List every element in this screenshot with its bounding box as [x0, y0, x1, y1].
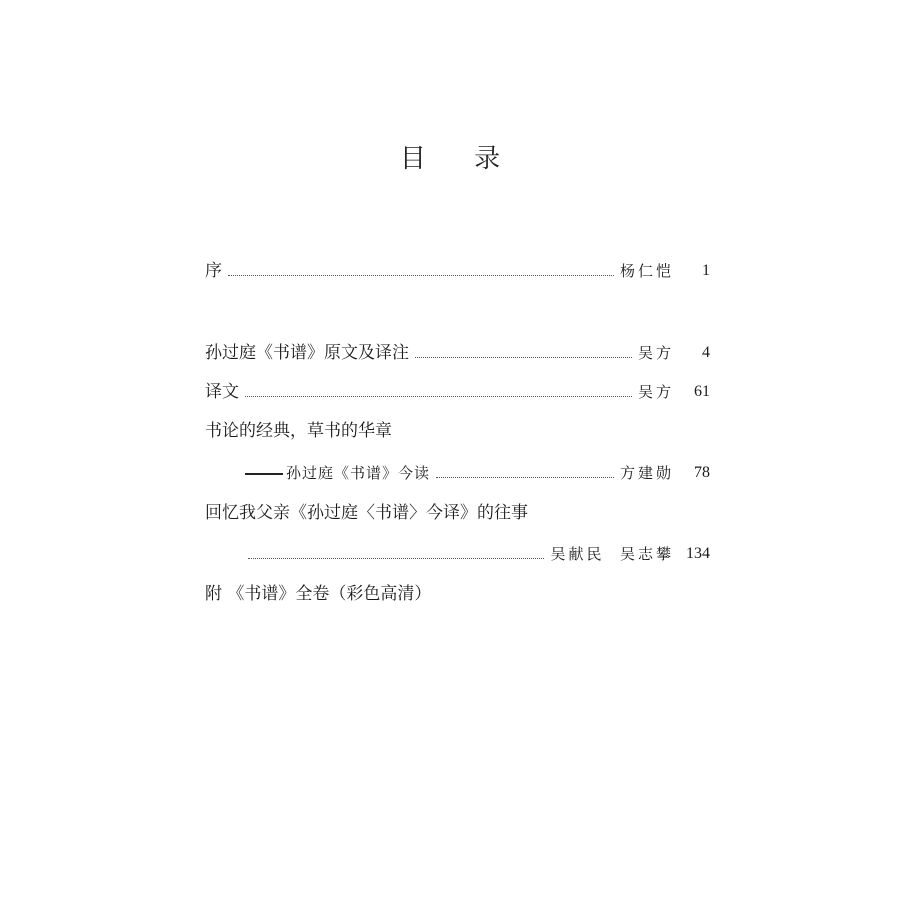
toc-entry-author: 吴方: [637, 383, 674, 401]
dot-leader: [245, 396, 632, 397]
toc-entry-subtitle-text: 孙过庭《书谱》今读: [286, 464, 431, 482]
toc-entry-page: 4: [702, 344, 710, 361]
toc-entry-page: 61: [694, 383, 710, 400]
page-title: 目 录: [399, 144, 521, 174]
toc-entry-title[interactable]: 附 《书谱》全卷（彩色高清）: [205, 584, 432, 604]
toc-entry-author: 方建勋: [619, 464, 674, 482]
dot-leader: [415, 357, 632, 358]
toc-entry-title: 译文: [205, 382, 239, 402]
toc-entry-page: 134: [686, 545, 710, 562]
toc-entry-title: 序: [205, 261, 222, 281]
toc-entry-page: 1: [702, 262, 710, 279]
toc-entry[interactable]: [205, 379, 710, 405]
dot-leader: [436, 477, 614, 478]
toc-entry[interactable]: [205, 258, 710, 284]
toc-entry[interactable]: [205, 340, 710, 366]
dot-leader: [248, 558, 544, 559]
em-dash: [245, 473, 283, 475]
toc-entry-author: 吴献民 吴志攀: [550, 545, 674, 563]
dot-leader: [228, 275, 614, 276]
toc-entry-title[interactable]: 回忆我父亲《孙过庭〈书谱〉今译》的往事: [205, 503, 528, 523]
toc-entry-title[interactable]: 书论的经典，草书的华章: [205, 421, 392, 441]
toc-entry[interactable]: [248, 541, 710, 567]
toc-entry[interactable]: [245, 460, 710, 486]
toc-entry-author: 吴方: [637, 344, 674, 362]
toc-entry-title: 孙过庭《书谱》原文及译注: [205, 343, 409, 363]
toc-entry-author: 杨仁恺: [619, 262, 674, 280]
toc-entry-subtitle: [245, 460, 430, 486]
toc-entry-page: 78: [694, 464, 710, 481]
